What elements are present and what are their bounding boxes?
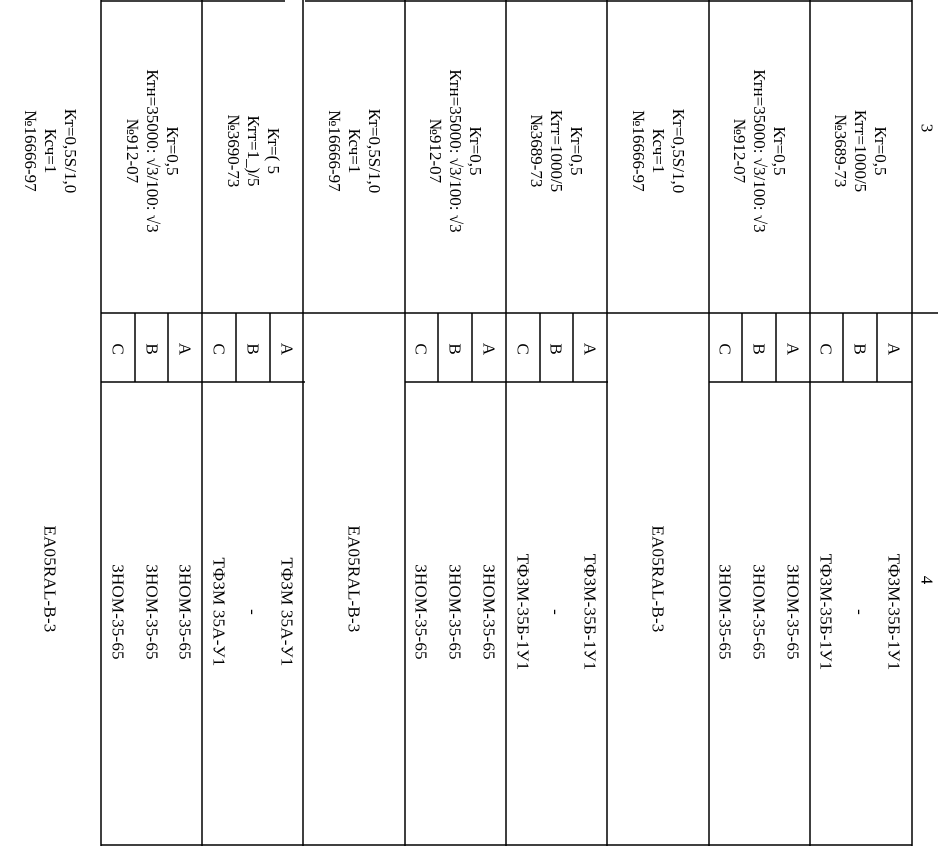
device-model: ТФЗМ-35Б-1У1 (580, 553, 600, 671)
phase-label: A (277, 342, 297, 356)
phase-label: B (546, 343, 566, 355)
device-model: ТФЗМ 35А-У1 (209, 557, 229, 667)
class-cell: Кт=0,5S/1,0 Ксч=1 №16666-97 (21, 108, 80, 194)
phase-label: B (445, 343, 465, 355)
column-header-3: 3 (917, 123, 937, 133)
class-cell: Кт=0,5 Ктн=35000: √3/100: √3 №912-07 (123, 69, 182, 233)
device-model: ТФЗМ-35Б-1У1 (513, 553, 533, 671)
device-model: ЗНОМ-35-65 (445, 564, 465, 660)
device-model: ЗНОМ-35-65 (142, 564, 162, 660)
device-model: ЗНОМ-35-65 (411, 564, 431, 660)
phase-label: A (783, 342, 803, 356)
class-cell: Кт=0,5 Ктн=35000: √3/100: √3 №912-07 (730, 69, 789, 233)
device-model: - (850, 609, 870, 615)
class-cell: Кт=0,5 Ктт=1000/5 №3689-73 (831, 109, 890, 193)
device-model: - (243, 609, 263, 615)
device-model: ЗНОМ-35-65 (479, 564, 499, 660)
device-model: - (546, 609, 566, 615)
phase-label: A (580, 342, 600, 356)
class-cell: Кт=0,5 Ктт=1000/5 №3689-73 (527, 109, 586, 193)
phase-label: B (850, 343, 870, 355)
phase-label: C (715, 343, 735, 355)
meter-model: EA05RAL-B-3 (344, 525, 364, 633)
phase-label: C (513, 343, 533, 355)
phase-label: B (749, 343, 769, 355)
class-cell: Кт=( 5 Ктт=1_)/5 №3690-73 (224, 114, 283, 188)
phase-label: A (175, 342, 195, 356)
phase-label: C (411, 343, 431, 355)
device-model: ЗНОМ-35-65 (715, 564, 735, 660)
device-model: ЗНОМ-35-65 (108, 564, 128, 660)
phase-label: B (142, 343, 162, 355)
phase-label: C (108, 343, 128, 355)
device-model: ЗНОМ-35-65 (749, 564, 769, 660)
device-model: ТФЗМ 35А-У1 (277, 557, 297, 667)
device-model: ЗНОМ-35-65 (175, 564, 195, 660)
class-cell: Кт=0,5S/1,0 Ксч=1 №16666-97 (629, 108, 688, 194)
device-model: ТФЗМ-35Б-1У1 (816, 553, 836, 671)
device-model: ЗНОМ-35-65 (783, 564, 803, 660)
phase-label: B (243, 343, 263, 355)
class-cell: Кт=0,5S/1,0 Ксч=1 №16666-97 (325, 108, 384, 194)
phase-label: A (884, 342, 904, 356)
phase-label: A (479, 342, 499, 356)
device-model: ТФЗМ-35Б-1У1 (884, 553, 904, 671)
class-cell: Кт=0,5 Ктн=35000: √3/100: √3 №912-07 (426, 69, 485, 233)
phase-label: C (209, 343, 229, 355)
phase-label: C (816, 343, 836, 355)
column-header-4: 4 (917, 575, 937, 585)
meter-model: EA05RAL-B-3 (40, 525, 60, 633)
meter-model: EA05RAL-B-3 (648, 525, 668, 633)
